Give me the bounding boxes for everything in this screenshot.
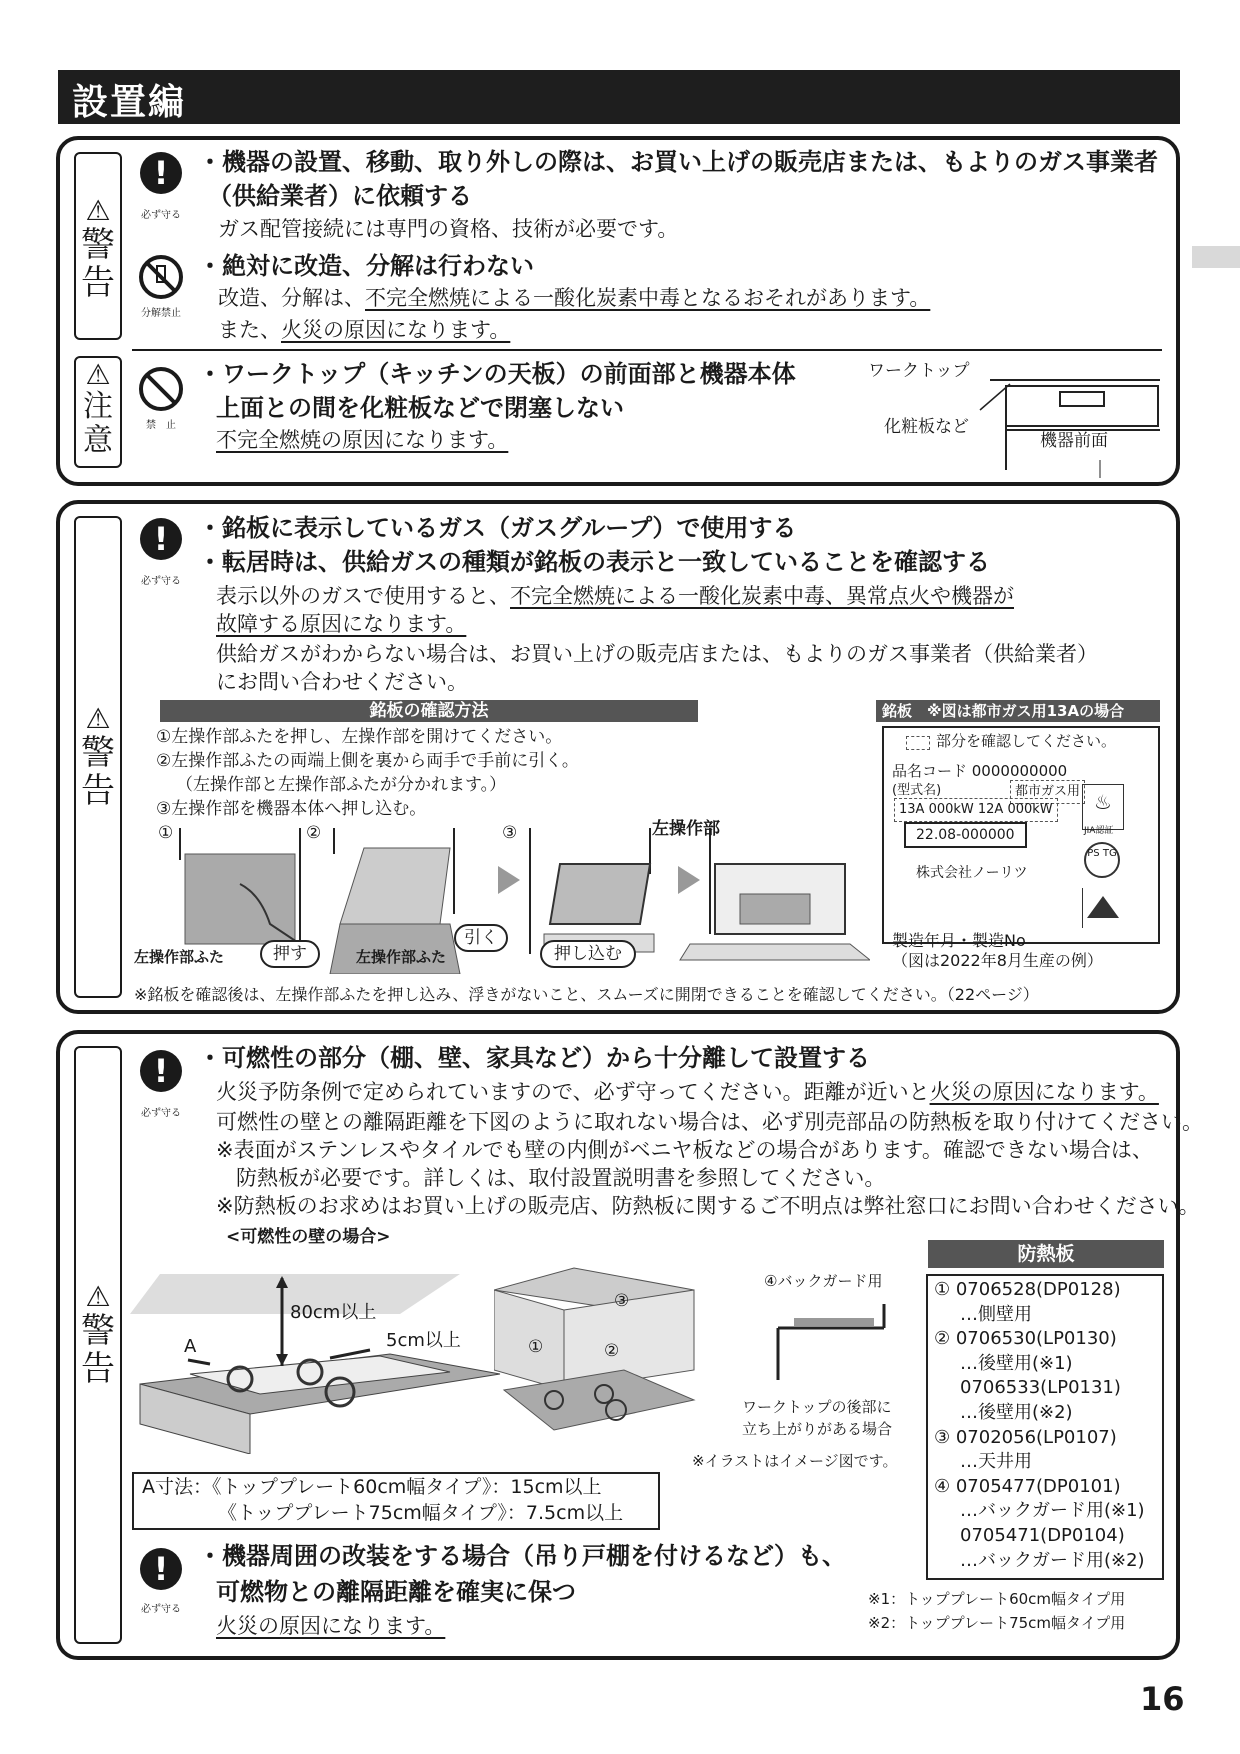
caution-label: ⚠ 注 意 [74,356,122,468]
section-title: 設置編 [72,82,187,123]
heat-plate-title: 防熱板 [928,1240,1164,1268]
mandatory-icon: ! [140,518,182,560]
side-tab [1192,246,1240,268]
arrow-right-icon [678,866,700,894]
nameplate-title: 銘板 ※図は都市ガス用13Aの場合 [876,700,1160,722]
step-figures [150,824,870,974]
heat-plate-items: ① 0706528(DP0128) …側壁用 ② 0706530(LP0130) …後壁用(※1) 0706533(LP0131) …後壁用(※2) ③ 0702056(LP0107) …天井用 ④ 0705477(DP0101) …バックガード用(※1) 0705471(DP0104) …バックガード用(※2) [934,1279,1145,1571]
section-header-bar [58,70,1180,124]
mandatory-icon: ! [140,152,182,194]
warning-triangle-icon: ⚠ [85,702,111,735]
jia-mark-icon: ♨ [1082,784,1124,830]
no-disassembly-icon [138,254,184,304]
warning-label: ⚠ 警 告 [74,1046,122,1644]
prohibited-icon [138,366,184,416]
mandatory-icon: ! [140,1050,182,1092]
arrow-right-icon [498,866,520,894]
mandatory-icon: ! [140,1548,182,1590]
divider [132,349,1162,351]
warning-triangle-icon: ⚠ [85,194,111,227]
warning-triangle-icon: ⚠ [85,1280,111,1313]
caution-triangle-icon: ⚠ [85,358,111,391]
backguard-figure [774,1294,894,1384]
page-number: 16 [1140,1680,1185,1718]
method-title: 銘板の確認方法 [160,700,698,722]
warning-label: ⚠ 警 告 [74,516,122,998]
ps-tg-mark-icon: PS TG [1084,842,1120,878]
warning-label: ⚠ 警 告 [74,152,122,340]
rinnai-logo-icon [1082,888,1123,928]
